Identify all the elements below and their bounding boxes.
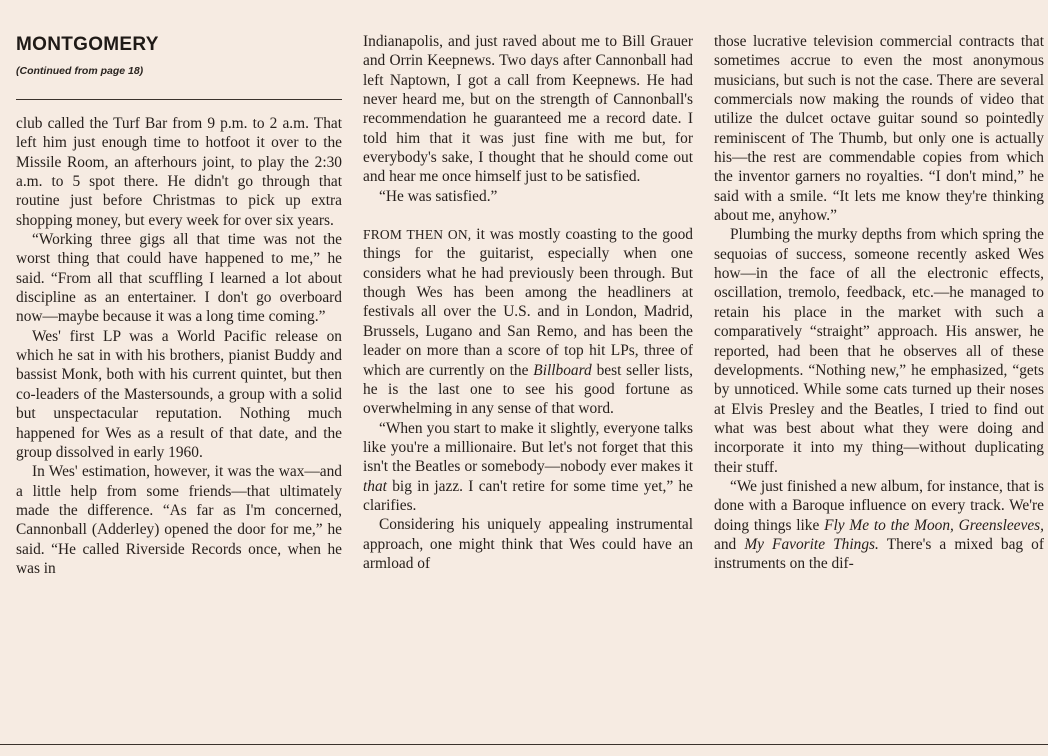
- article-title: MONTGOMERY: [16, 34, 159, 55]
- text-run: best seller lists, he is the last one to see his good fortune as overwhelming in any sense of that word.: [363, 361, 693, 418]
- column-3: [714, 32, 1044, 574]
- paragraph: Indianapolis, and just raved about me to Bill Grauer and Orrin Keepnews. Two days after Cannonball had left Naptown, I got a call from Keepnews. He had never heard me, but on the strength of Cannonball's recommendation he guaranteed me a record date. I told him that it was just fine with me but, for everybody's sake, I thought that he should come out and hear me once himself just to be satisfied.: [363, 33, 693, 186]
- paragraph: Considering his uniquely appealing instrumental approach, one might think that Wes could have an armload of: [363, 516, 693, 572]
- text-run: big in jazz. I can't retire for some time yet,” he clarifies.: [363, 477, 693, 514]
- paragraph: club called the Turf Bar from 9 p.m. to 2 a.m. That left him just enough time to hotfoot it over to the Missile Room, an afterhours joint, to play the 2:30 a.m. to 5 spot there. He didn't go through that routine just before Christmas to pick up extra shopping money, but every week for over six years.: [16, 115, 342, 229]
- publication-name: Billboard: [533, 361, 592, 379]
- paragraph: “Working three gigs all that time was not the worst thing that could have happened to me,” he said. “From all that scuffling I learned a lot about discipline as an entertainer. I don't go overboard now—maybe because it was a long time coming.”: [16, 231, 342, 326]
- song-title: My Favorite Things.: [744, 535, 879, 553]
- column-1: [16, 32, 342, 578]
- song-titles: Fly Me to the Moon, Greensleeves,: [824, 516, 1045, 534]
- article-header: [16, 34, 342, 100]
- paragraph-section-start: [363, 225, 693, 418]
- emphasis: that: [363, 477, 387, 495]
- text-run: “We just finished a new album, for instance, that is done with a Baroque influence on every track. We're doing things like: [714, 477, 1044, 534]
- footer-rule: [0, 744, 1048, 745]
- text-run: “When you start to make it slightly, everyone talks like you're a millionaire. But let's not forget that this isn't the Beatles or somebody—nobody ever makes it: [363, 419, 693, 476]
- paragraph: In Wes' estimation, however, it was the wax—and a little help from some friends—that ultimately made the difference. “As far as I'm concerned, Cannonball (Adderley) opened the door for me,” he said. “He called Riverside Records once, when he was in: [16, 463, 342, 577]
- section-lead-in: FROM THEN ON,: [363, 227, 472, 243]
- paragraph: those lucrative television commercial contracts that sometimes accrue to even the most anonymous musicians, but such is not the case. There are several commercials now making the rounds of video that utilize the dulcet octave guitar sound so pointedly reminiscent of The Thumb, but only one is actually his—the rest are commendable copies from which the inventor garners no royalties. “I don't mind,” he said with a smile. “It lets me know they're thinking about me, anyhow.”: [714, 33, 1044, 225]
- text-run: and: [714, 535, 745, 553]
- paragraph: “He was satisfied.”: [379, 187, 498, 205]
- continued-note: (Continued from page 18): [16, 65, 144, 77]
- text-run: it was mostly coasting to the good things for the guitarist, especially when one considers what he had previously been through. But though Wes has been among the headliners at festivals all over the U.S. and in London, Madrid, Brussels, Lugano and San Remo, and has been the leader on more than a score of top hit LPs, three of which are currently on the: [363, 226, 693, 379]
- paragraph: Wes' first LP was a World Pacific release on which he sat in with his brothers, pianist Buddy and bassist Monk, both with his current quintet, but then co-leaders of the Mastersounds, a group with a solid but unspectacular reputation. Nothing much happened for Wes as a result of that date, and the group dissolved in early 1960.: [16, 327, 342, 461]
- column-2: [363, 32, 693, 573]
- header-rule: [16, 99, 342, 100]
- paragraph: [714, 477, 1044, 574]
- paragraph: [363, 419, 693, 516]
- text-run: There's a mixed bag of instruments on the dif-: [714, 535, 1045, 573]
- paragraph: Plumbing the murky depths from which spring the sequoias of success, someone recently asked Wes how—in the face of all the electronic effects, oscillation, tremolo, feedback, etc.—he managed to retain his place in the market with such a comparatively “straight” approach. His answer, he reported, had been that he observes all of these developments. “Nothing new,” he emphasized, “gets by unnoticed. While some cats turned up their noses at Elvis Presley and the Beatles, I tried to find out what was best about what they were doing and incorporate it into my thing—without duplicating their stuff.: [714, 226, 1044, 476]
